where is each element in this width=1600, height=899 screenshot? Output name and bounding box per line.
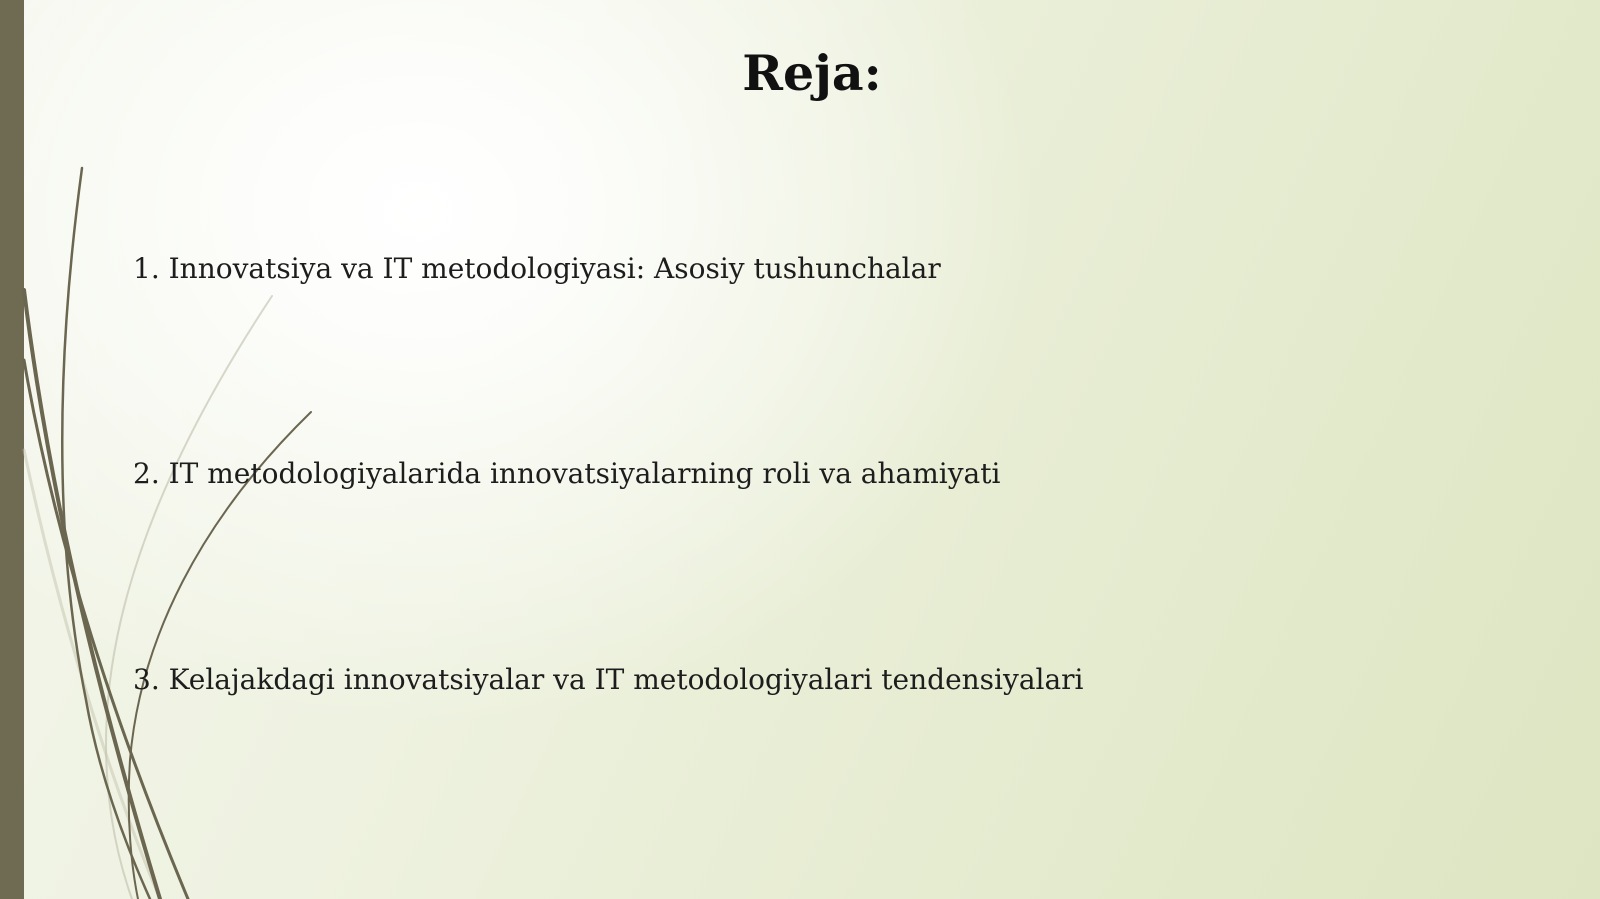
- blade-3: [24, 360, 188, 899]
- plan-item-2: 2. IT metodologiyalarida innovatsiyalarning roli va ahamiyati: [133, 457, 1001, 490]
- slide-title: Reja:: [742, 44, 882, 102]
- plan-item-1: 1. Innovatsiya va IT metodologiyasi: Asosiy tushunchalar: [133, 252, 941, 285]
- plan-item-3: 3. Kelajakdagi innovatsiyalar va IT metodologiyalari tendensiyalari: [133, 663, 1084, 696]
- left-accent-bar: [0, 0, 24, 899]
- blade-faint-1: [106, 296, 272, 899]
- blade-2: [24, 290, 160, 899]
